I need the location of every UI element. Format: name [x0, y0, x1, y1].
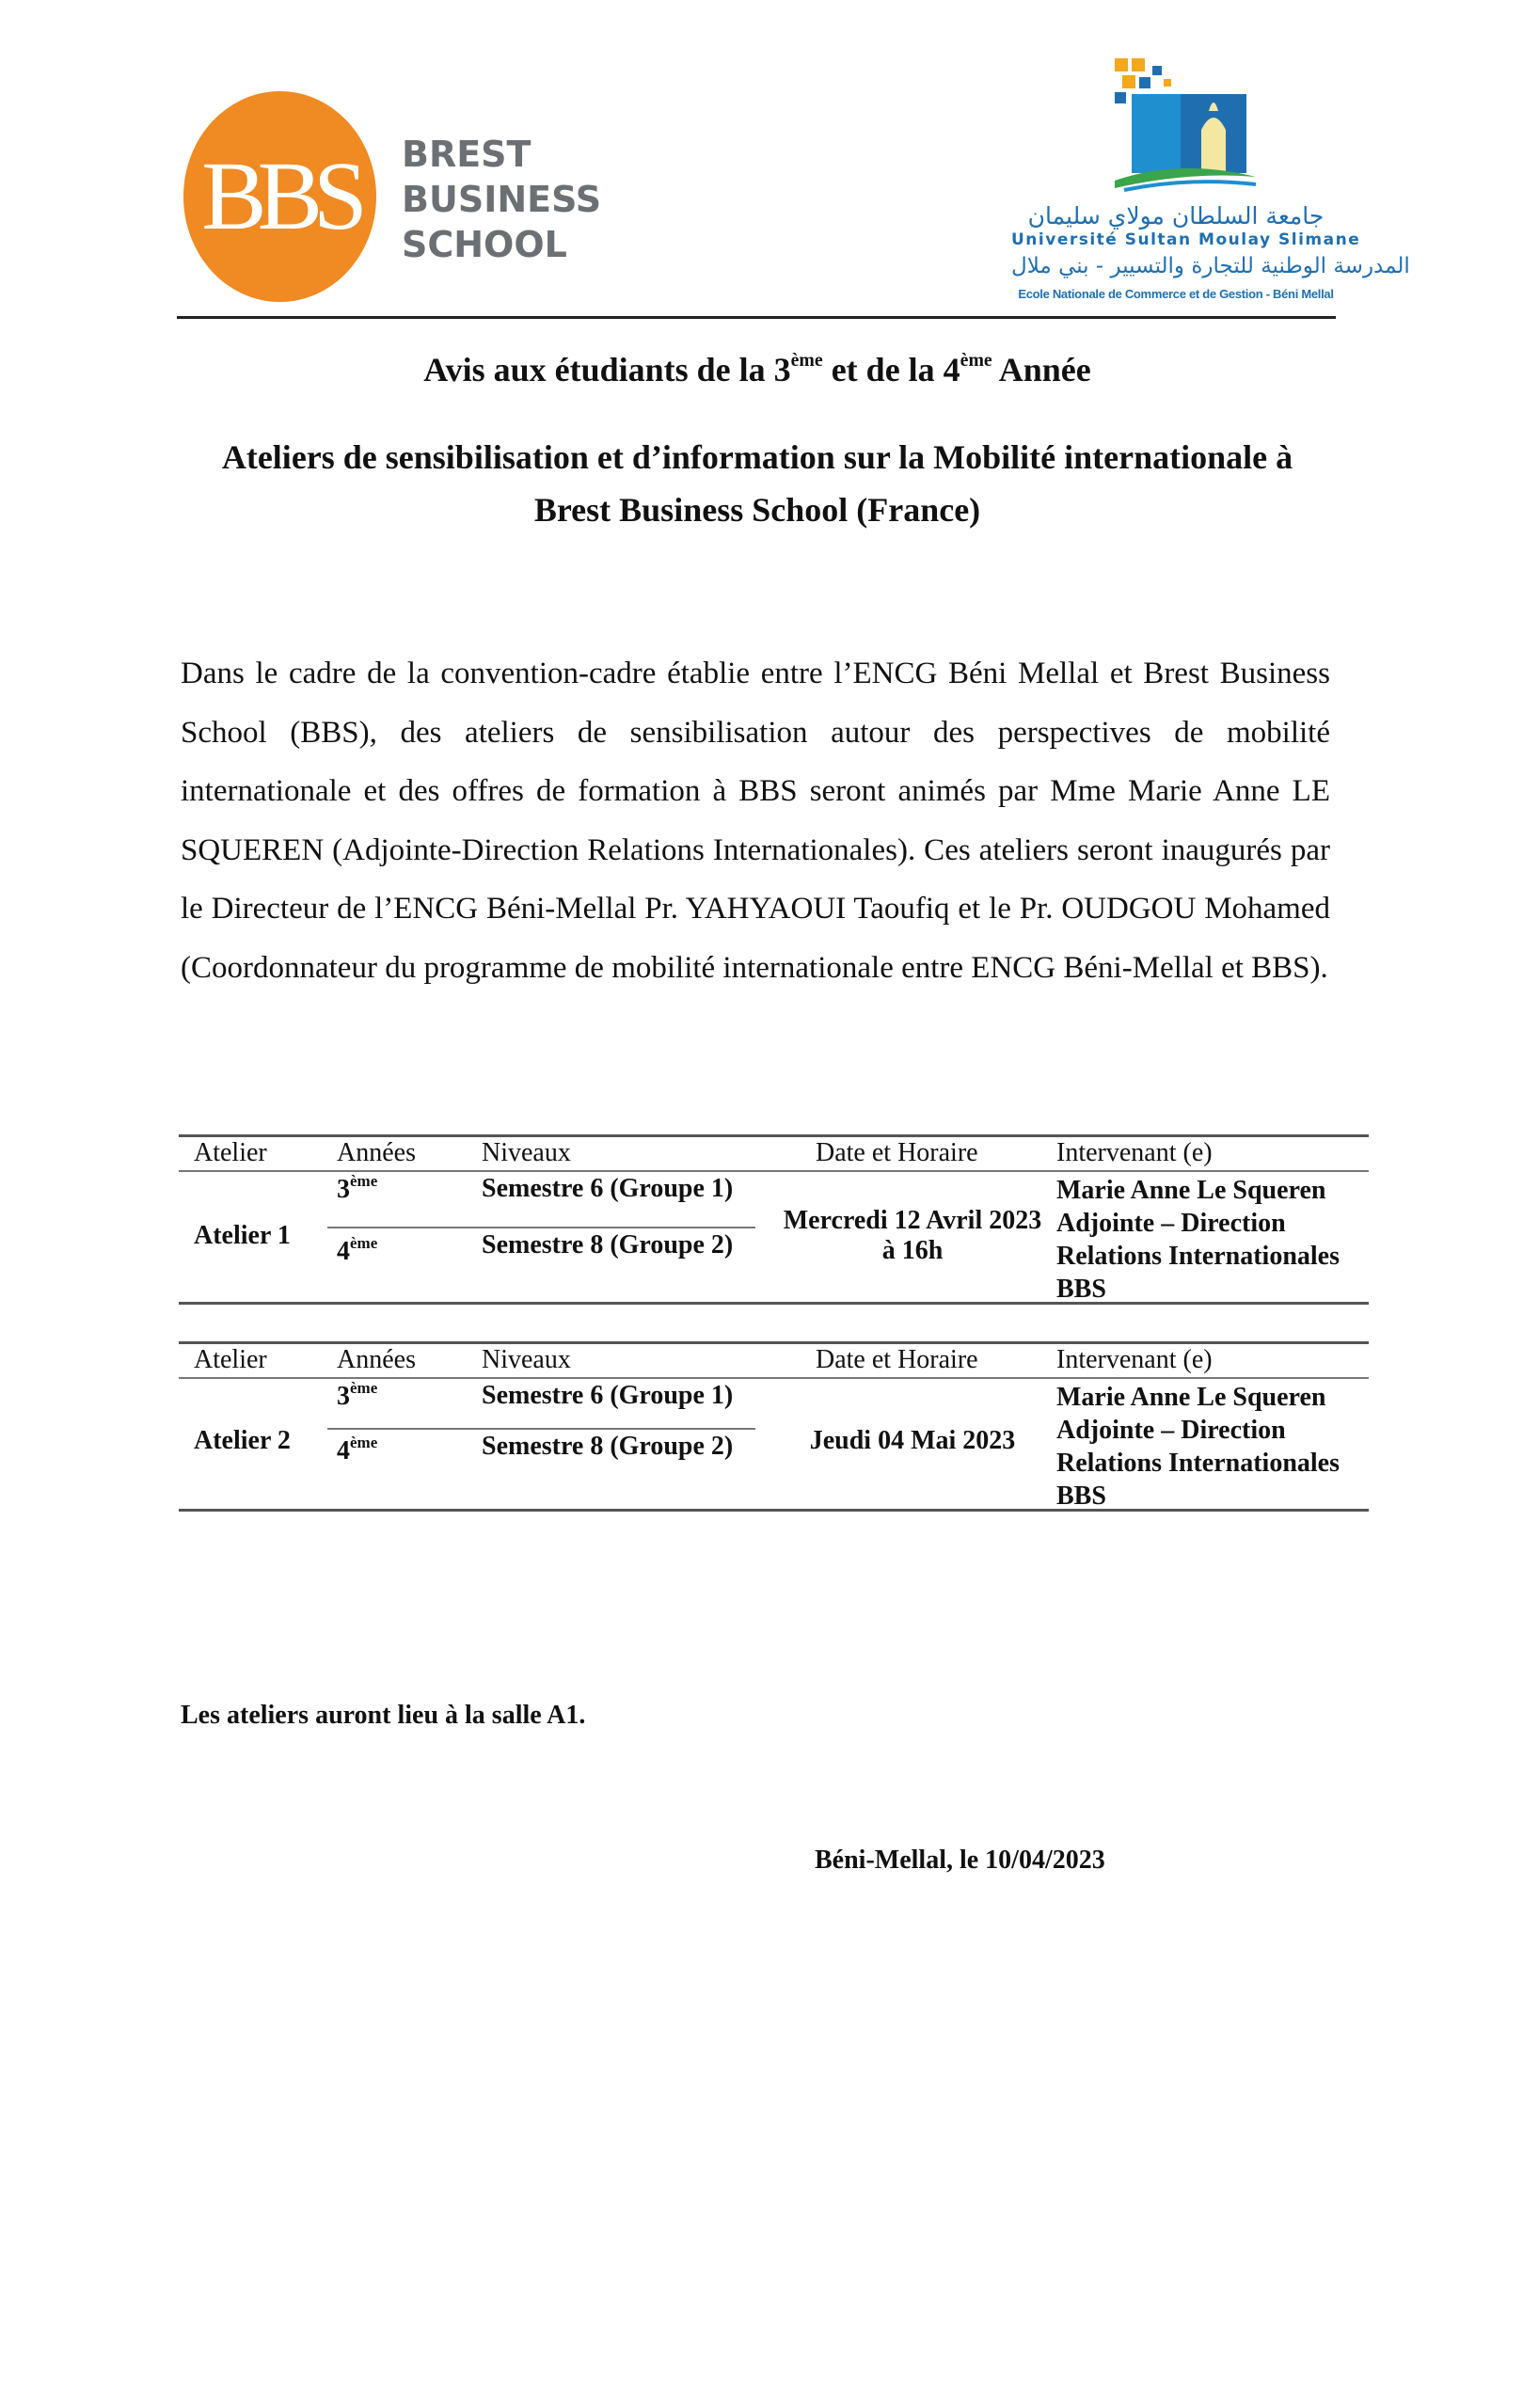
table-inner-rule — [327, 1227, 755, 1228]
title-text-c: Année — [992, 351, 1091, 388]
table-inner-rule — [327, 1428, 755, 1430]
header-rule — [177, 316, 1336, 319]
header-intervenant: Intervenant (e) — [1056, 1345, 1213, 1374]
intervenant-role: Adjointe – Direction — [1056, 1416, 1286, 1445]
location-note: Les ateliers auront lieu à la salle A1. — [181, 1701, 586, 1730]
title-sup-1: ème — [790, 350, 823, 372]
table-row-annee: 3ème — [337, 1172, 378, 1204]
bbs-word-3: SCHOOL — [402, 224, 567, 265]
date-line-2: à 16h — [881, 1236, 944, 1265]
page-subtitle — [113, 431, 1402, 536]
table-atelier-label: Atelier 2 — [194, 1426, 291, 1455]
table-bottom-rule — [179, 1509, 1369, 1512]
header-intervenant: Intervenant (e) — [1056, 1138, 1213, 1167]
header-atelier: Atelier — [194, 1138, 267, 1167]
date-line-1: Jeudi 04 Mai 2023 — [809, 1426, 1016, 1455]
body-paragraph: Dans le cadre de la convention-cadre établie entre l’ENCG Béni Mellal et Brest Business School (BBS), des ateliers de sensibilisation autour des perspectives de mobilité internationale et des offres de formation à BBS seront animés par Mme Marie Anne LE SQUEREN (Adjointe-Direction Relations Internationales). Ces ateliers seront inaugurés par le Directeur de l’ENCG Béni-Mellal Pr. YAHYAOUI Taoufiq et le Pr. OUDGOU Mohamed (Coordonnateur du programme de mobilité internationale entre ENCG Béni-Mellal et BBS). — [181, 657, 1330, 985]
usms-arabic-university: جامعة السلطان مولاي سليمان — [1027, 202, 1325, 230]
subtitle-line-2: Brest Business School (France) — [533, 491, 981, 529]
header-annees: Années — [337, 1345, 416, 1374]
table-top-rule — [179, 1134, 1369, 1137]
table-row-annee: 3ème — [337, 1379, 378, 1411]
table-row-niveau: Semestre 6 (Groupe 1) — [482, 1381, 734, 1410]
table-intervenant — [1056, 1381, 1340, 1513]
subtitle-line-1: Ateliers de sensibilisation et d’information sur la Mobilité internationale à — [221, 438, 1293, 476]
table-date — [771, 1426, 1054, 1456]
title-text-a: Avis aux étudiants de la 3 — [423, 351, 791, 388]
header-niveaux: Niveaux — [482, 1138, 571, 1167]
usms-logo — [1011, 56, 1410, 315]
usms-emblem-icon — [1115, 56, 1265, 207]
table-row-annee: 4ème — [337, 1434, 378, 1465]
signature-date: Béni-Mellal, le 10/04/2023 — [815, 1846, 1105, 1875]
intervenant-org: BBS — [1056, 1275, 1106, 1304]
page-title — [113, 350, 1402, 389]
bbs-word-2: BUSINESS — [402, 179, 602, 220]
table-intervenant — [1056, 1174, 1340, 1306]
table-top-rule — [179, 1341, 1369, 1344]
bbs-word-1: BREST — [402, 134, 531, 175]
table-row-annee: 4ème — [337, 1234, 378, 1266]
table-row-niveau: Semestre 8 (Groupe 2) — [482, 1432, 734, 1461]
date-line-1: Mercredi 12 Avril 2023 — [783, 1206, 1042, 1235]
table-row-niveau: Semestre 6 (Groupe 1) — [482, 1174, 734, 1203]
bbs-logo-mark: BBS — [201, 142, 358, 250]
table-bottom-rule — [179, 1302, 1369, 1305]
header-atelier: Atelier — [194, 1345, 267, 1374]
intervenant-dept: Relations Internationales — [1056, 1449, 1340, 1478]
intervenant-name: Marie Anne Le Squeren — [1056, 1176, 1326, 1205]
intervenant-name: Marie Anne Le Squeren — [1056, 1383, 1326, 1412]
intervenant-role: Adjointe – Direction — [1056, 1209, 1286, 1238]
table-date — [771, 1206, 1054, 1266]
bbs-logo — [183, 87, 602, 312]
intervenant-dept: Relations Internationales — [1056, 1242, 1340, 1271]
usms-latin-school: Ecole Nationale de Commerce et de Gestion - Béni Mellal — [1018, 287, 1334, 301]
table-atelier-label: Atelier 1 — [194, 1221, 291, 1250]
bbs-logo-wordmark — [402, 132, 601, 267]
table-row-niveau: Semestre 8 (Groupe 2) — [482, 1230, 734, 1259]
header-niveaux: Niveaux — [482, 1345, 571, 1374]
title-sup-2: ème — [960, 350, 992, 372]
usms-arabic-school: المدرسة الوطنية للتجارة والتسيير - بني ملال — [1011, 254, 1410, 278]
title-text-b: et de la 4 — [822, 351, 960, 388]
header-date: Date et Horaire — [816, 1138, 978, 1167]
intervenant-org: BBS — [1056, 1481, 1106, 1511]
header-date: Date et Horaire — [816, 1345, 978, 1374]
header-annees: Années — [337, 1138, 416, 1167]
usms-latin-university: Université Sultan Moulay Slimane — [1011, 230, 1361, 249]
